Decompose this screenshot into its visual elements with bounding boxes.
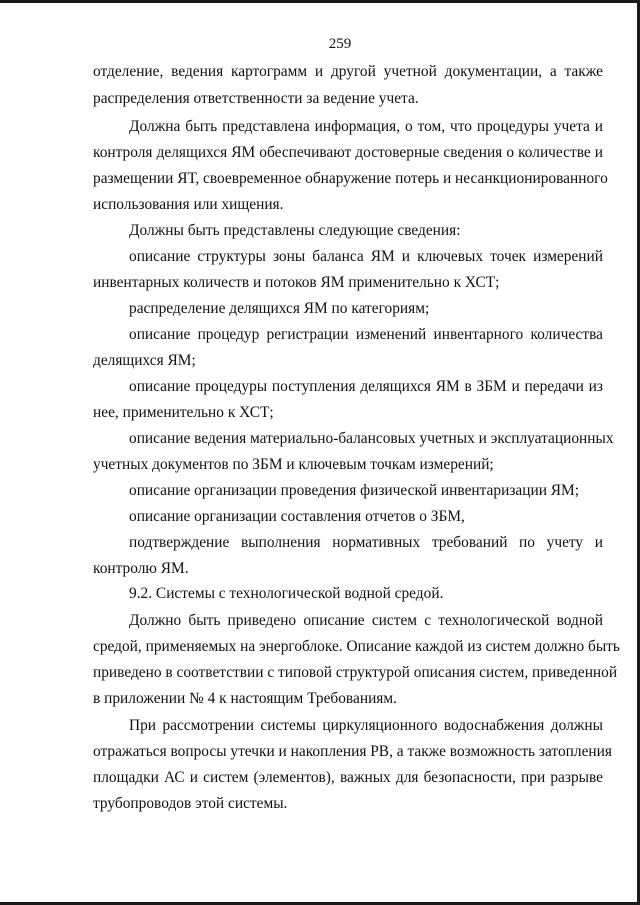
text-line: в приложении № 4 к настоящим Требованиям. bbox=[93, 690, 397, 707]
text-line: размещении ЯТ, своевременное обнаружение потерь и несанкционированного bbox=[93, 170, 608, 187]
text-line: подтверждение выполнения нормативных требований по учету и bbox=[129, 534, 603, 551]
text-line: нее, применительно к ХСТ; bbox=[93, 404, 274, 421]
text-line: При рассмотрении системы циркуляционного водоснабжения должны bbox=[129, 717, 603, 734]
text-line: трубопроводов этой системы. bbox=[93, 795, 288, 812]
text-line: описание организации проведения физической инвентаризации ЯМ; bbox=[129, 482, 580, 499]
text-line: отделение, ведения картограмм и другой учетной документации, а также bbox=[93, 63, 603, 80]
text-line: инвентарных количеств и потоков ЯМ применительно к ХСТ; bbox=[93, 274, 500, 291]
text-line: описание ведения материально-балансовых учетных и эксплуатационных bbox=[129, 430, 614, 447]
text-line: использования или хищения. bbox=[93, 196, 284, 213]
text-line: контролю ЯМ. bbox=[93, 560, 189, 577]
text-line: описание процедуры поступления делящихся ЯМ в ЗБМ и передачи из bbox=[129, 378, 603, 395]
text-line: площадки АС и систем (элементов), важных для безопасности, при разрыве bbox=[93, 769, 603, 786]
text-line: делящихся ЯМ; bbox=[93, 352, 196, 369]
section-heading: 9.2. Системы с технологической водной средой. bbox=[129, 585, 444, 602]
page-number: 259 bbox=[328, 36, 352, 52]
text-line: учетных документов по ЗБМ и ключевым точкам измерений; bbox=[93, 456, 494, 473]
scan-border-top bbox=[0, 0, 640, 3]
text-line: Должно быть приведено описание систем с технологической водной bbox=[129, 612, 603, 629]
text-line: Должна быть представлена информация, о том, что процедуры учета и bbox=[129, 118, 603, 135]
text-line: описание процедур регистрации изменений инвентарного количества bbox=[129, 326, 603, 343]
text-line: Должны быть представлены следующие сведения: bbox=[129, 222, 461, 239]
text-line: контроля делящихся ЯМ обеспечивают достоверные сведения о количестве и bbox=[93, 144, 603, 161]
text-line: описание организации составления отчетов о ЗБМ, bbox=[129, 508, 465, 525]
text-line: отражаться вопросы утечки и накопления РВ, а также возможность затопления bbox=[93, 743, 612, 760]
text-line: распределения ответственности за ведение учета. bbox=[93, 90, 419, 107]
text-line: описание структуры зоны баланса ЯМ и ключевых точек измерений bbox=[129, 248, 603, 265]
text-line: приведено в соответствии с типовой структурой описания систем, приведенной bbox=[93, 664, 618, 681]
text-line: средой, применяемых на энергоблоке. Описание каждой из систем должно быть bbox=[93, 638, 620, 655]
text-line: распределение делящихся ЯМ по категориям; bbox=[129, 300, 430, 317]
